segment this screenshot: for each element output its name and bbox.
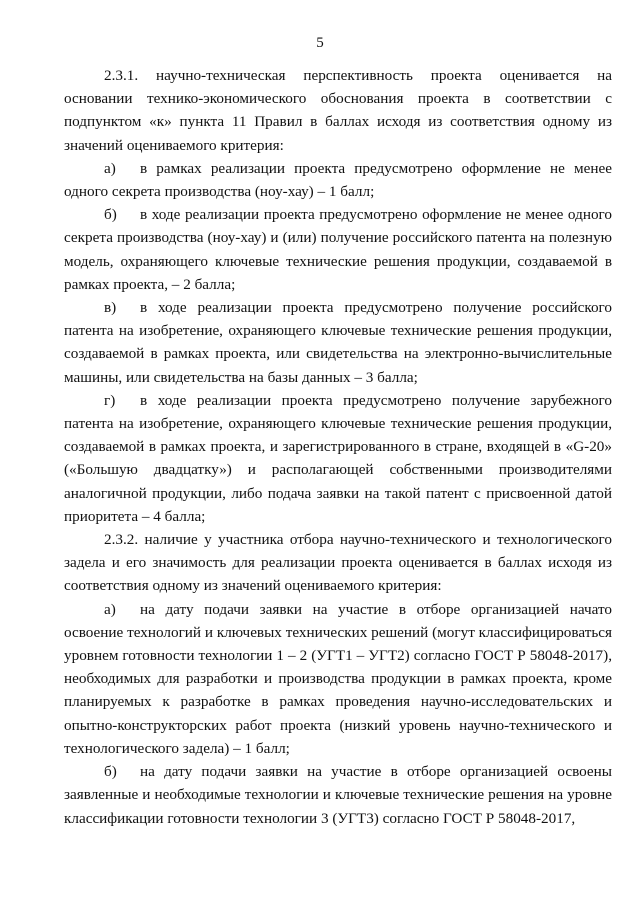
list-item-b: б) в ходе реализации проекта предусмотрено оформление не менее одного секрета производства (ноу-хау) и (или) получение российского патента на полезную модель, охраняющего ключевые технические решения продукции, создаваемой в рамках проекта, – 2 балла;	[64, 206, 612, 293]
list-item-v: в) в ходе реализации проекта предусмотрено получение российского патента на изобретение, охраняющего ключевые технические решения продукции, создаваемой в рамках проекта, или свидетельства на электронно-вычислительные машины, или свидетельства на базы данных – 3 балла;	[64, 299, 612, 386]
page-number: 5	[316, 35, 324, 51]
paragraph-2-3-1: 2.3.1. научно-техническая перспективность проекта оценивается на основании технико-экономического обоснования проекта в соответствии с подпунктом «к» пункта 11 Правил в баллах исходя из соответствия одному из значений оцениваемого критерия:	[64, 67, 612, 154]
list-item-b-2: б) на дату подачи заявки на участие в отборе организацией освоены заявленные и необходимые технологии и ключевые технические решения на уровне классификации готовности технологии 3 (УГТ3) согласно ГОСТ Р 58048-2017,	[64, 763, 612, 827]
list-item-a-2: а) на дату подачи заявки на участие в отборе организацией начато освоение технологий и ключевых технических решений (могут классифицироваться уровнем готовности технологии 1 – 2 (УГТ1 – УГТ2) согласно ГОСТ Р 58048-2017), необходимых для разработки и производства продукции в рамках проекта, кроме планируемых к разработке в рамках проведения научно-исследовательских и опытно-конструкторских работ проекта (низкий уровень научно-технического и технологического задела) – 1 балл;	[64, 600, 612, 757]
document-body	[64, 64, 612, 830]
list-item-g: г) в ходе реализации проекта предусмотрено получение зарубежного патента на изобретение, охраняющего ключевые технические решения продукции, создаваемой в рамках проекта, и зарегистрированного в стране, входящей в «G-20» («Большую двадцатку») и располагающей собственными производителями аналогичной продукции, либо подача заявки на такой патент с присвоенной датой приоритета – 4 балла;	[64, 391, 612, 525]
paragraph-2-3-2: 2.3.2. наличие у участника отбора научно-технического и технологического задела и его значимость для реализации проекта оценивается в баллах исходя из соответствия одному из значений оцениваемого критерия:	[64, 531, 612, 595]
list-item-a: а) в рамках реализации проекта предусмотрено оформление не менее одного секрета производства (ноу-хау) – 1 балл;	[64, 159, 612, 201]
